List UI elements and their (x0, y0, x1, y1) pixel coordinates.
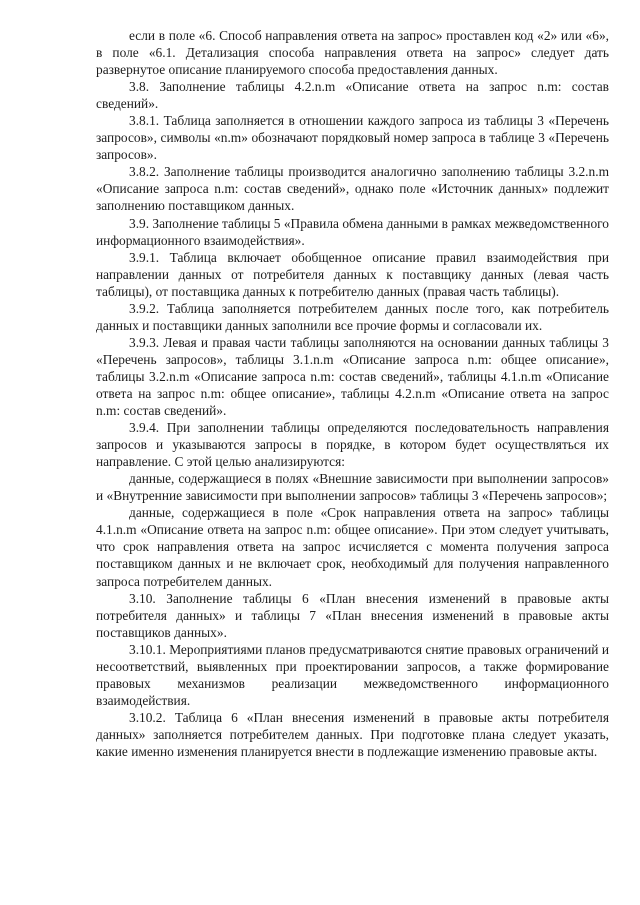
paragraph-3-8-2: 3.8.2. Заполнение таблицы производится аналогично заполнению таблицы 3.2.n.m «Описание запроса n.m: состав сведений», однако поле «Источник данных» подлежит заполнению поставщиком данных. (96, 164, 609, 214)
paragraph-list-item-2: данные, содержащиеся в поле «Срок направления ответа на запрос» таблицы 4.1.n.m «Описание ответа на запрос n.m: общее описание». При этом следует учитывать, что срок направления ответа на запрос исчисляется с момента получения запроса поставщиком данных и не включает срок, необходимый для получения направленного запроса потребителем данных. (96, 505, 609, 589)
paragraph-3-9-1: 3.9.1. Таблица включает обобщенное описание правил взаимодействия при направлении данных от потребителя данных к поставщику данных (левая часть таблицы), от поставщика данных к потребителю данных (правая часть таблицы). (96, 249, 609, 299)
paragraph-3-8-1: 3.8.1. Таблица заполняется в отношении каждого запроса из таблицы 3 «Перечень запросов», символы «n.m» обозначают порядковый номер запроса в таблице 3 «Перечень запросов». (96, 113, 609, 163)
paragraph-3-8: 3.8. Заполнение таблицы 4.2.n.m «Описание ответа на запрос n.m: состав сведений». (96, 79, 609, 112)
paragraph-list-item-1: данные, содержащиеся в полях «Внешние зависимости при выполнении запросов» и «Внутренние зависимости при выполнении запросов» таблицы 3 «Перечень запросов»; (96, 471, 609, 504)
paragraph-continuation: если в поле «6. Способ направления ответа на запрос» проставлен код «2» или «6», в поле «6.1. Детализация способа направления ответа на запрос» следует дать развернутое описание планируемого способа предоставления данных. (96, 28, 609, 78)
document-body (96, 27, 609, 760)
paragraph-3-10-2: 3.10.2. Таблица 6 «План внесения изменений в правовые акты потребителя данных» заполняется потребителем данных. При подготовке плана следует указать, какие именно изменения планируется внести в подлежащие изменению правовые акты. (96, 709, 609, 759)
paragraph-3-9-4: 3.9.4. При заполнении таблицы определяются последовательность направления запросов и указываются запросы в порядке, в котором будет осуществляться их направление. С этой целью анализируются: (96, 420, 609, 470)
paragraph-3-9: 3.9. Заполнение таблицы 5 «Правила обмена данными в рамках межведомственного информационного взаимодействия». (96, 215, 609, 248)
paragraph-3-9-3: 3.9.3. Левая и правая части таблицы заполняются на основании данных таблицы 3 «Перечень запросов», таблицы 3.1.n.m «Описание запроса n.m: общее описание», таблицы 3.2.n.m «Описание запроса n.m: состав сведений», таблицы 4.1.n.m «Описание ответа на запрос n.m: общее описание», таблицы 4.2.n.m «Описание ответа на запрос n.m: состав сведений». (96, 334, 609, 419)
paragraph-3-9-2: 3.9.2. Таблица заполняется потребителем данных после того, как потребитель данных и поставщики данных заполнили все прочие формы и согласовали их. (96, 300, 609, 333)
paragraph-3-10: 3.10. Заполнение таблицы 6 «План внесения изменений в правовые акты потребителя данных» и таблицы 7 «План внесения изменений в правовые акты поставщиков данных». (96, 590, 609, 640)
paragraph-3-10-1: 3.10.1. Мероприятиями планов предусматриваются снятие правовых ограничений и несоответствий, выявленных при проектировании запросов, а также формирование правовых механизмов реализации межведомственного информационного взаимодействия. (96, 641, 609, 708)
